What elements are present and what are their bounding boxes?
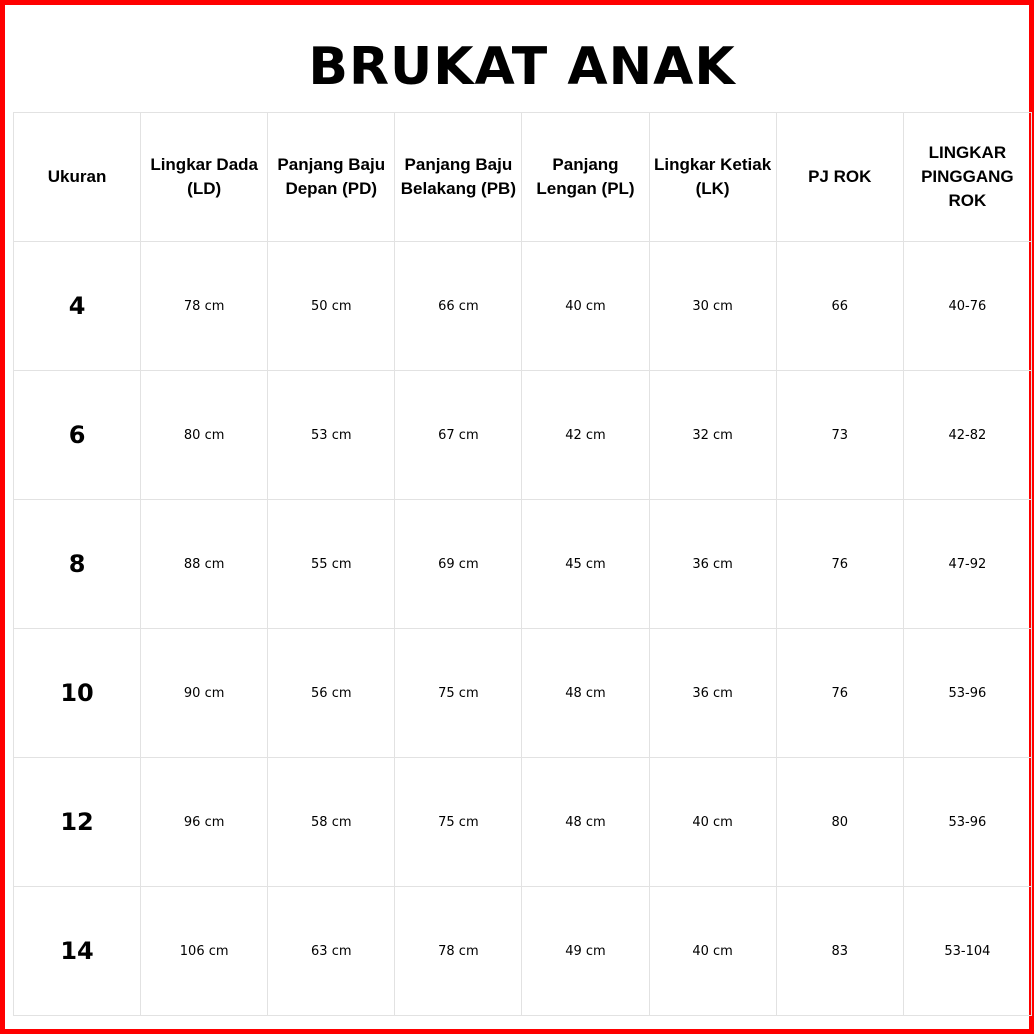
table-row bbox=[14, 629, 1032, 758]
panjang-baju-belakang-value: 69 cm bbox=[395, 500, 522, 629]
table-row bbox=[14, 371, 1032, 500]
page-title: BRUKAT ANAK bbox=[308, 37, 736, 97]
pj-rok-value: 76 bbox=[776, 629, 903, 758]
panjang-lengan-value: 40 cm bbox=[522, 242, 649, 371]
size-chart-table bbox=[13, 112, 1032, 1016]
lingkar-pinggang-rok-value: 42-82 bbox=[903, 371, 1031, 500]
size-value: 12 bbox=[14, 758, 141, 887]
pj-rok-value: 66 bbox=[776, 242, 903, 371]
panjang-baju-belakang-value: 75 cm bbox=[395, 629, 522, 758]
panjang-baju-depan-value: 55 cm bbox=[268, 500, 395, 629]
size-value: 4 bbox=[14, 242, 141, 371]
header-lingkar-ketiak: Lingkar Ketiak (LK) bbox=[649, 113, 776, 242]
panjang-baju-depan-value: 63 cm bbox=[268, 887, 395, 1016]
header-panjang-baju-belakang: Panjang Baju Belakang (PB) bbox=[395, 113, 522, 242]
panjang-baju-depan-value: 53 cm bbox=[268, 371, 395, 500]
lingkar-pinggang-rok-value: 53-104 bbox=[903, 887, 1031, 1016]
header-lingkar-dada: Lingkar Dada (LD) bbox=[141, 113, 268, 242]
header-panjang-baju-depan: Panjang Baju Depan (PD) bbox=[268, 113, 395, 242]
panjang-baju-depan-value: 58 cm bbox=[268, 758, 395, 887]
table-row bbox=[14, 242, 1032, 371]
lingkar-ketiak-value: 40 cm bbox=[649, 758, 776, 887]
table-row bbox=[14, 500, 1032, 629]
panjang-lengan-value: 42 cm bbox=[522, 371, 649, 500]
lingkar-pinggang-rok-value: 47-92 bbox=[903, 500, 1031, 629]
header-ukuran: Ukuran bbox=[14, 113, 141, 242]
lingkar-pinggang-rok-value: 53-96 bbox=[903, 758, 1031, 887]
lingkar-dada-value: 90 cm bbox=[141, 629, 268, 758]
panjang-baju-depan-value: 50 cm bbox=[268, 242, 395, 371]
lingkar-ketiak-value: 36 cm bbox=[649, 629, 776, 758]
panjang-baju-belakang-value: 75 cm bbox=[395, 758, 522, 887]
lingkar-pinggang-rok-value: 40-76 bbox=[903, 242, 1031, 371]
lingkar-ketiak-value: 40 cm bbox=[649, 887, 776, 1016]
panjang-baju-belakang-value: 67 cm bbox=[395, 371, 522, 500]
pj-rok-value: 73 bbox=[776, 371, 903, 500]
panjang-baju-belakang-value: 66 cm bbox=[395, 242, 522, 371]
pj-rok-value: 76 bbox=[776, 500, 903, 629]
lingkar-dada-value: 88 cm bbox=[141, 500, 268, 629]
lingkar-ketiak-value: 30 cm bbox=[649, 242, 776, 371]
header-row bbox=[14, 113, 1032, 242]
panjang-baju-belakang-value: 78 cm bbox=[395, 887, 522, 1016]
lingkar-dada-value: 78 cm bbox=[141, 242, 268, 371]
lingkar-pinggang-rok-value: 53-96 bbox=[903, 629, 1031, 758]
size-value: 10 bbox=[14, 629, 141, 758]
header-panjang-lengan: Panjang Lengan (PL) bbox=[522, 113, 649, 242]
lingkar-ketiak-value: 32 cm bbox=[649, 371, 776, 500]
header-lingkar-pinggang-rok: LINGKAR PINGGANG ROK bbox=[903, 113, 1031, 242]
panjang-baju-depan-value: 56 cm bbox=[268, 629, 395, 758]
pj-rok-value: 80 bbox=[776, 758, 903, 887]
table-row bbox=[14, 887, 1032, 1016]
lingkar-ketiak-value: 36 cm bbox=[649, 500, 776, 629]
size-value: 14 bbox=[14, 887, 141, 1016]
lingkar-dada-value: 96 cm bbox=[141, 758, 268, 887]
panjang-lengan-value: 45 cm bbox=[522, 500, 649, 629]
header-pj-rok: PJ ROK bbox=[776, 113, 903, 242]
pj-rok-value: 83 bbox=[776, 887, 903, 1016]
lingkar-dada-value: 80 cm bbox=[141, 371, 268, 500]
panjang-lengan-value: 48 cm bbox=[522, 629, 649, 758]
panjang-lengan-value: 49 cm bbox=[522, 887, 649, 1016]
panjang-lengan-value: 48 cm bbox=[522, 758, 649, 887]
table-row bbox=[14, 758, 1032, 887]
size-value: 8 bbox=[14, 500, 141, 629]
size-value: 6 bbox=[14, 371, 141, 500]
lingkar-dada-value: 106 cm bbox=[141, 887, 268, 1016]
